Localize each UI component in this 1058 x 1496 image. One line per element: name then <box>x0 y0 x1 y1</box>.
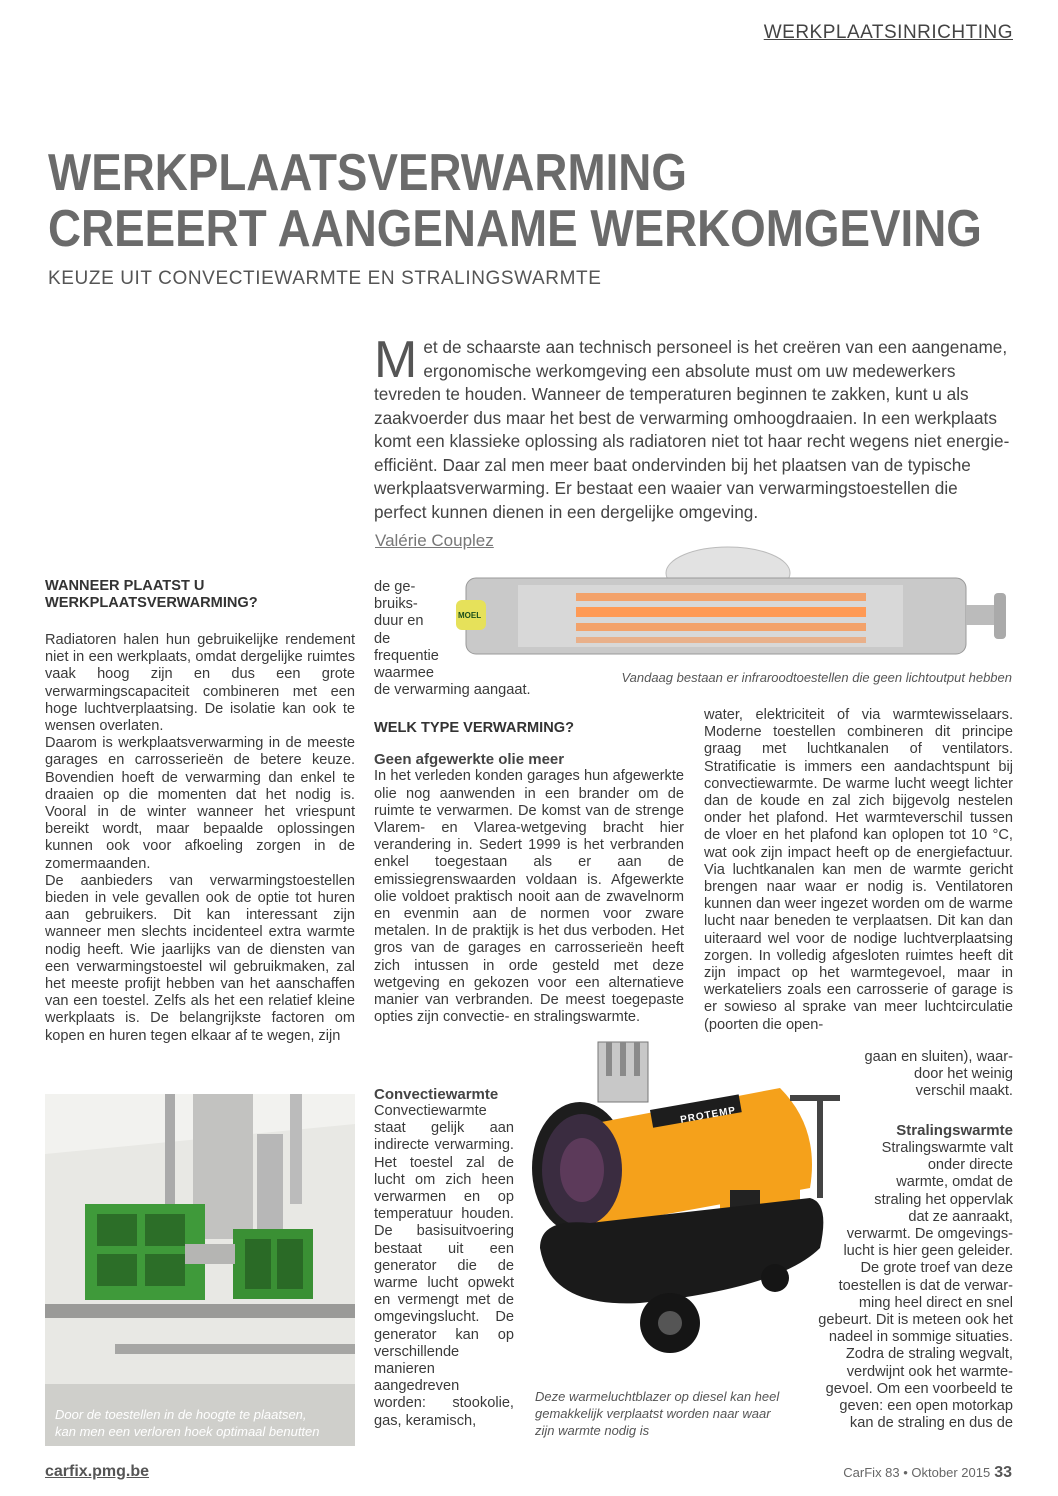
diesel-heater-caption: Deze warmeluchtblazer op diesel kan heel gemakkelijk verplaatst worden naar waar zijn warmte nodig is <box>535 1389 780 1438</box>
line: frequentie <box>374 647 439 664</box>
ir-photo-caption: Vandaag bestaan er infraroodtoestellen die geen lichtoutput hebben <box>621 670 1012 685</box>
line: kan de straling en dus de <box>849 1415 1013 1432</box>
line: door het weinig <box>914 1066 1013 1083</box>
infrared-heater-image <box>446 545 1016 665</box>
line: verschil maakt. <box>915 1083 1013 1100</box>
footer-issue <box>843 1464 1012 1482</box>
sub-heading: Convectiewarmte <box>374 1086 499 1103</box>
drop-cap: M <box>374 331 418 389</box>
line: Zodra de straling wegvalt, <box>845 1346 1013 1363</box>
line: nadeel in sommige situaties. <box>828 1329 1013 1346</box>
line: verdwijnt ook het warmte- <box>846 1363 1013 1380</box>
sub-heading: Stralingswarmte <box>896 1122 1013 1139</box>
column-1 <box>45 578 355 1045</box>
line: Stralingswarmte valt <box>881 1140 1013 1156</box>
column-2-narrow <box>374 579 439 682</box>
title-line-1: WERKPLAATSVERWARMING <box>48 144 687 202</box>
line: bruiks- <box>374 596 418 613</box>
brand-badge: MOEL <box>458 611 482 620</box>
workshop-heater-photo <box>45 1094 355 1446</box>
paragraph: In het verleden konden garages hun afgewerkte olie nog aanwenden in een brander om de ruimte te verwarmen. De komst van de strenge Vlarem- en Vlarea-wetgeving bracht hier verandering in. Sedert 1999 is het verbranden enkel toegestaan als er aan de emissiegrenswaarden voldaan is. Afgewerkte olie voldoet praktisch nooit aan de zwavelnorm en evenmin aan de normen voor zware metalen. In de praktijk is het dus verboden. Het gros van de garages en carrosserieën heeft zich intussen in orde gesteld met deze wetgeving en gekozen voor een alternatieve manier van verbranden. De meest toegepaste opties zijn convectie- en stralingswarmte. <box>374 768 684 1026</box>
photo-caption <box>55 1406 320 1440</box>
infrared-heater-photo <box>446 545 1016 685</box>
line: toestellen is dat de verwar- <box>838 1277 1013 1294</box>
paragraph: Daarom is werkplaatsverwarming in de meeste garages en carrosserieën de betere keuze. Bovendien hoeft de verwarming dan enkel te draaien op die momenten dat het nodig is. Vooral in de winter wanneer het vriespunt bereikt wordt, maar bepaalde oplossingen kunnen ook voor afkoeling zorgen in de zomermaanden. <box>45 735 355 872</box>
ceiling-heater-image <box>45 1094 355 1446</box>
lead-text: et de schaarste aan technisch personeel is het creëren van een aangename, ergonomische werkomgeving een absolute must om uw medewerkers tevreden te houden. Wanneer de temperaturen beginnen te zakken, kunt u als zaakvoerder dus maar het best de verwarming omhoogdraaien. In een werkplaats komt een klassieke oplossing als radiatoren niet tot haar recht wegens niet energie-efficiënt. Daar zal men meer baat ondervinden bij het plaatsen van de typische werkplaatsverwarming. Er bestaat een waaier van verwarmingstoestellen die perfect kunnen dienen in een dergelijke omgeving. <box>374 337 1010 522</box>
article-title <box>48 145 982 257</box>
paragraph: De aanbieders van verwarmingstoestellen bieden in vele gevallen ook de optie tot huren aan gebruikers. Dit kan interessant zijn wanneer men slechts incidenteel extra warmte nodig heeft. Wie jaarlijks van de diensten van een verwarmingstoestel wil gebruikmaken, zal het meeste profijt hebben van het aanschaffen van een toestel. Zelfs als het een relatief kleine werkplaats is. De belangrijkste factoren om kopen en huren tegen elkaar af te wegen, zijn <box>45 872 355 1044</box>
line: straling het oppervlak <box>874 1191 1013 1208</box>
page-number: 33 <box>994 1464 1012 1481</box>
line: de <box>374 630 391 647</box>
line: gaan en sluiten), waar- <box>864 1049 1013 1065</box>
line: verwarmt. De omgevings- <box>846 1226 1013 1243</box>
line: De grote troef van deze <box>860 1260 1013 1277</box>
lead-paragraph <box>374 331 1012 524</box>
photo-caption-line-2: kan men een verloren hoek optimaal benutten <box>55 1424 320 1439</box>
line: lucht is hier geen geleider. <box>843 1243 1013 1260</box>
sub-heading: Geen afgewerkte olie meer <box>374 751 565 769</box>
photo-caption-line-1: Door de toestellen in de hoogte te plaatsen, <box>55 1407 307 1422</box>
line: onder directe <box>927 1157 1013 1174</box>
column-3 <box>704 707 1013 1034</box>
column-3-tail <box>840 1049 1013 1101</box>
paragraph: Radiatoren halen hun gebruikelijke rendement niet in een werkplaats, omdat dergelijke ruimtes vaak hoog zijn en dus een grote verwarmingscapaciteit combineren met een hoge luchtverplaatsing. De isolatie kan ook te wensen overlaten. <box>45 632 355 735</box>
line: gebeurt. Dit is meteen ook het <box>818 1312 1013 1329</box>
paragraph: de verwarming aangaat. <box>374 682 531 698</box>
line: waarmee <box>374 665 435 682</box>
line: warmte, omdat de <box>896 1174 1013 1191</box>
column-2-narrow-bottom <box>374 1103 514 1430</box>
line: de ge- <box>374 579 416 595</box>
issue-info: CarFix 83 • Oktober 2015 <box>843 1465 991 1480</box>
author-byline: Valérie Couplez <box>375 531 494 550</box>
article-subtitle: KEUZE UIT CONVECTIEWARMTE EN STRALINGSWARMTE <box>48 268 602 289</box>
footer-website-link[interactable]: carfix.pmg.be <box>45 1463 150 1480</box>
line: gevoel. Om een voorbeeld te <box>825 1380 1013 1397</box>
column-2 <box>374 682 684 1026</box>
line: geven: een open motorkap <box>839 1398 1013 1415</box>
paragraph: Convectiewarmte staat gelijk aan indirecte verwarming. Het toestel zal de lucht om zich heen verwarmen en op temperatuur houden. De basisuitvoering bestaat uit een generator die de warme lucht opwekt en vermengt met de omgevingslucht. De generator kan op verschillende manieren aangedreven worden: stookolie, gas, keramisch, <box>374 1103 514 1429</box>
section-tag: WERKPLAATSINRICHTING <box>763 22 1013 43</box>
heater-brand-label: PROTEMP <box>679 1105 737 1126</box>
title-line-2: CREEERT AANGENAME WERKOMGEVING <box>48 200 982 258</box>
paragraph: water, elektriciteit of via warmtewisselaars. Moderne toestellen combineren dit principe graag met luchtkanalen of ventilators. Stratificatie is immers een aandachtspunt bij convectiewarmte. De warme lucht weegt lichter dan de koude en zal zich bijgevolg nestelen onder het plafond. Het warmteverschil tussen de vloer en het plafond kan oplopen tot 10 °C, wat ook zijn impact heeft op de energiefactuur. Via luchtkanalen kan men de warmte gericht brengen naar waar er nodig is. Ventilatoren kunnen dan weer ingezet worden om de warme lucht naar beneden te verplaatsen. Dit kan dan uiteraard wel voor de nodige luchtverplaatsing zorgen. In volledig afgesloten ruimtes heeft dit zijn impact op het warmtegevoel, maar in werkateliers zoals een carrosserie of garage is er sowieso al sprake van meer luchtcirculatie (poorten die open- <box>704 707 1013 1033</box>
column-3-bottom <box>780 1140 1013 1432</box>
line: dat ze aanraakt, <box>908 1208 1013 1225</box>
line: duur en <box>374 613 424 630</box>
section-heading: WANNEER PLAATST U WERKPLAATSVERWARMING? <box>45 578 258 611</box>
line: ming heel direct en snel <box>858 1294 1013 1311</box>
section-heading: WELK TYPE VERWARMING? <box>374 720 574 737</box>
